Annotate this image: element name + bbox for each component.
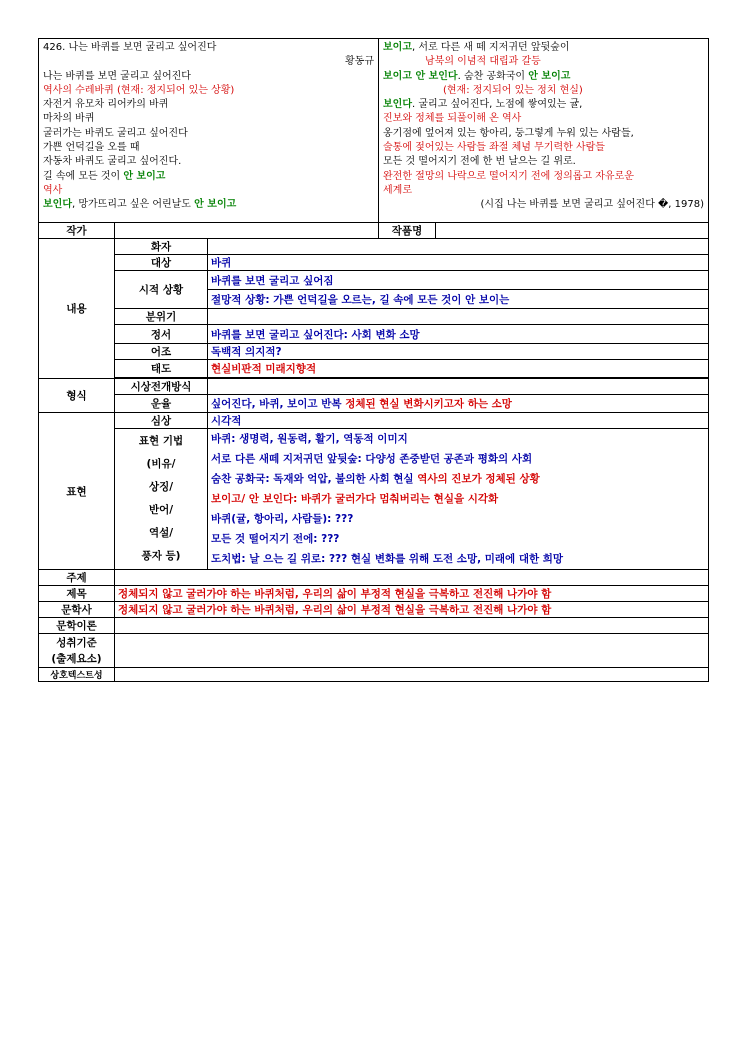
development-value <box>208 379 709 395</box>
standard-label <box>39 634 115 668</box>
poem-right-column <box>379 39 709 223</box>
technique-label <box>118 430 204 568</box>
poem-text-segment: 술통에 젖어있는 사람들 좌절 체념 무기력한 사람들 <box>383 142 605 154</box>
technique-line <box>211 509 705 529</box>
poem-left-line <box>43 84 374 98</box>
poem-right-line <box>383 127 704 141</box>
poem-right-line <box>383 84 704 98</box>
technique-line <box>211 429 705 449</box>
emotion-value: 바퀴를 보면 굴리고 싶어진다: 사회 변화 소망 <box>208 325 709 344</box>
rhyme-value-red: 정체된 현실 변화시키고자 하는 소망 <box>345 398 512 410</box>
theme-label: 주제 <box>39 570 115 586</box>
poem-text-segment: 안 보이고 <box>194 199 237 211</box>
technique-label-line: 상징/ <box>148 481 174 493</box>
technique-values <box>208 429 709 570</box>
technique-text-segment: 바퀴: 생명력, 원동력, 활기, 역동적 이미지 <box>211 433 408 445</box>
poem-text-segment: 안 보이고 <box>528 70 571 82</box>
poem-left-line <box>43 98 374 112</box>
standard-label-line-2: (출제요소) <box>51 652 102 665</box>
poem-text-segment: 마차의 바퀴 <box>43 113 95 125</box>
poem-left-line <box>43 127 374 141</box>
poem-text-segment: . 굴리고 싶어진다, 노점에 쌓여있는 귤, <box>411 99 583 111</box>
poem-text-segment: 보인다 <box>43 199 72 211</box>
poem-text-segment: 완전한 절망의 나락으로 떨어지기 전에 정의롭고 자유로운 <box>383 170 634 182</box>
technique-label-line: 역설/ <box>148 527 174 539</box>
technique-label-line: 반어/ <box>148 504 174 516</box>
technique-lines <box>211 429 705 569</box>
poem-text-segment: 보이고 <box>383 42 412 53</box>
technique-text-segment: 보이고/ 안 보인다: 바퀴가 굴러가다 멈춰버리는 현실을 시각화 <box>211 493 499 505</box>
technique-line <box>211 449 705 469</box>
rhyme-label: 운율 <box>115 395 208 413</box>
poem-text-segment: 자전거 유모차 리어카의 바퀴 <box>43 99 169 111</box>
intertext-label: 상호텍스트성 <box>39 668 115 682</box>
attitude-value: 현실비판적 미래지향적 <box>208 360 709 378</box>
work-title-value <box>436 223 709 239</box>
technique-label-cell <box>115 429 208 570</box>
poem-text-segment: 자동차 바퀴도 굴리고 싶어진다. <box>43 156 182 168</box>
technique-line <box>211 489 705 509</box>
poem-left-line <box>43 112 374 126</box>
poem-left-lines <box>43 70 374 213</box>
technique-label-line: 표현 기법 <box>138 435 184 447</box>
poem-text-segment: , 망가뜨리고 싶은 어린날도 <box>71 199 195 211</box>
expression-section-label: 표현 <box>39 413 115 570</box>
poem-left-line <box>43 198 374 212</box>
poem-right-line <box>383 70 704 84</box>
history-label: 문학사 <box>39 602 115 618</box>
poem-text-segment: 옹기점에 엎어져 있는 항아리, 둥그렇게 누워 있는 사람들, <box>383 127 634 139</box>
poem-text-segment: (시집 나는 바퀴를 보면 굴리고 싶어진다 �, 1978) <box>480 199 705 211</box>
poem-text-segment: 세계로 <box>383 184 412 196</box>
poem-text-segment: . 숨찬 공화국이 <box>457 70 529 82</box>
poem-text-segment: 가쁜 언덕길을 오를 때 <box>43 142 140 154</box>
tone-value: 독백적 의지적? <box>208 344 709 360</box>
poem-left-line <box>43 155 374 169</box>
poem-left-line <box>43 184 374 198</box>
standard-label-line-1: 성취기준 <box>56 636 97 649</box>
intertext-value <box>115 668 709 682</box>
development-label: 시상전개방식 <box>115 379 208 395</box>
poem-right-lines <box>383 41 704 213</box>
poem-right-line <box>383 198 704 212</box>
poem-left-column <box>39 39 379 223</box>
technique-line <box>211 529 705 549</box>
speaker-value <box>208 239 709 255</box>
rhyme-value <box>208 395 709 413</box>
poem-right-line <box>383 98 704 112</box>
poem-text-segment: 역사의 수레바퀴 (현재: 정지되어 있는 상황) <box>43 84 235 96</box>
technique-line <box>211 549 705 569</box>
poem-text-segment: 안 보이고 <box>123 170 166 182</box>
technique-text-segment: 바퀴(귤, 항아리, 사람들): ??? <box>211 513 354 525</box>
poem-header-line <box>43 41 374 55</box>
technique-label-line: (비유/ <box>146 458 176 470</box>
object-value: 바퀴 <box>208 255 709 271</box>
poem-left-line <box>43 170 374 184</box>
image-label: 심상 <box>115 413 208 429</box>
situation-line-1: 바퀴를 보면 굴리고 싶어짐 <box>208 271 709 290</box>
poem-right-line <box>383 155 704 169</box>
author-label: 작가 <box>39 223 115 239</box>
tone-label: 어조 <box>115 344 208 360</box>
attitude-label: 태도 <box>115 360 208 378</box>
poem-text-segment: 보이고 안 보인다 <box>383 70 458 82</box>
speaker-label: 화자 <box>115 239 208 255</box>
technique-text-segment: 역사의 진보가 정체된 상황 <box>417 473 540 485</box>
emotion-label: 정서 <box>115 325 208 344</box>
technique-label-line: 풍자 등) <box>141 550 181 562</box>
technique-text-segment: 모든 것 떨어지기 전에: ??? <box>211 533 340 545</box>
poem-left-line <box>43 70 374 84</box>
theory-label: 문학이론 <box>39 618 115 634</box>
poem-text-segment: 나는 바퀴를 보면 굴리고 싶어진다 <box>43 70 191 82</box>
mood-value <box>208 309 709 325</box>
theory-value <box>115 618 709 634</box>
poem-right-line <box>383 141 704 155</box>
poem-text-segment: , 서로 다른 새 떼 지저귀던 앞뒷숲이 <box>411 42 570 53</box>
history-value: 정체되지 않고 굴러가야 하는 바퀴처럼, 우리의 삶이 부정적 현실을 극복하고 전진해 나가야 함 <box>115 602 709 618</box>
form-section-label: 형식 <box>39 379 115 413</box>
content-section-label: 내용 <box>39 239 115 379</box>
poem-text-segment: 길 속에 모든 것이 <box>43 170 124 182</box>
poem-header: 426. 나는 바퀴를 보면 굴리고 싶어진다 <box>43 42 217 53</box>
poem-text-segment: 모든 것 떨어지기 전에 한 번 날으는 길 위로. <box>383 156 576 168</box>
title-value: 정체되지 않고 굴러가야 하는 바퀴처럼, 우리의 삶이 부정적 현실을 극복하고 전진해 나가야 함 <box>115 586 709 602</box>
poem-text-segment: 진보와 정체를 되풀이해 온 역사 <box>383 113 522 125</box>
poem-text-segment: (현재: 정지되어 있는 정치 현실) <box>443 84 583 96</box>
poem-text-segment: 굴러가는 바퀴도 굴리고 싶어진다 <box>43 127 188 139</box>
poem-author: 황동규 <box>345 56 374 68</box>
rhyme-value-blue: 싶어진다, 바퀴, 보이고 반복 <box>211 398 346 410</box>
object-label: 대상 <box>115 255 208 271</box>
worksheet <box>38 38 708 682</box>
technique-text-segment: 도치법: 날 으는 길 위로: ??? 현실 변화를 위해 도전 소망, 미래에 대한 희망 <box>211 553 564 565</box>
technique-line <box>211 469 705 489</box>
theme-value <box>115 570 709 586</box>
situation-line-2: 절망적 상황: 가쁜 언덕길을 오르는, 길 속에 모든 것이 안 보이는 <box>208 290 709 309</box>
analysis-table <box>38 38 709 682</box>
standard-value <box>115 634 709 668</box>
poem-right-line <box>383 184 704 198</box>
poem-text-segment: 보인다 <box>383 99 412 111</box>
mood-label: 분위기 <box>115 309 208 325</box>
poem-left-line <box>43 141 374 155</box>
technique-text-segment: 숨찬 공화국: 독재와 억압, 불의한 사회 현실 <box>211 473 418 485</box>
poem-author-line <box>43 55 374 69</box>
image-value: 시각적 <box>208 413 709 429</box>
poem-text-segment: 남북의 이념적 대립과 갈등 <box>425 56 541 68</box>
poem-right-line <box>383 112 704 126</box>
technique-text-segment: 서로 다른 새떼 지저귀던 앞뒷숲: 다양성 존중받던 공존과 평화의 사회 <box>211 453 533 465</box>
poem-right-line <box>383 41 704 55</box>
poem-right-line <box>383 55 704 69</box>
work-title-label: 작품명 <box>379 223 436 239</box>
author-value <box>115 223 379 239</box>
poem-right-line <box>383 170 704 184</box>
situation-label: 시적 상황 <box>115 271 208 309</box>
title-label: 제목 <box>39 586 115 602</box>
poem-text-segment: 역사 <box>43 184 63 196</box>
